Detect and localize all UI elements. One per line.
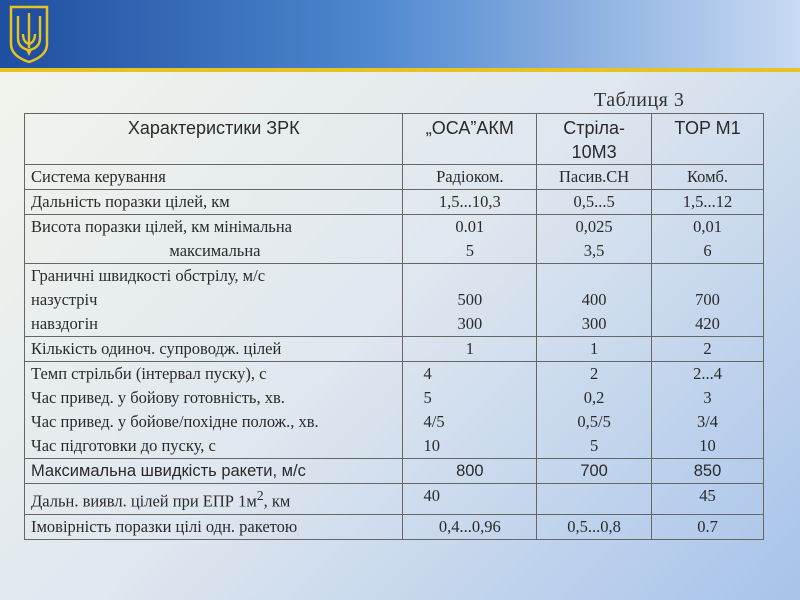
row-label-line: Темп стрільби (інтервал пуску), с bbox=[31, 364, 267, 383]
cell-strila bbox=[537, 362, 652, 459]
cell-strila: 1 bbox=[537, 337, 652, 362]
cell-osa: Радіоком. bbox=[403, 165, 537, 190]
row-label-superscript: 2 bbox=[256, 488, 264, 503]
cell-value: 400 bbox=[581, 290, 607, 309]
cell-osa: 40 bbox=[403, 484, 537, 515]
cell-strila: 0,5...5 bbox=[537, 190, 652, 215]
row-label: Дальність поразки цілей, км bbox=[25, 190, 403, 215]
header-tor: TOP M1 bbox=[652, 114, 764, 165]
cell-tor bbox=[652, 215, 764, 264]
cell-value: 0,025 bbox=[575, 217, 613, 236]
table-row bbox=[25, 459, 764, 484]
row-label-line: навздогін bbox=[31, 314, 98, 333]
cell-value: 0.01 bbox=[455, 217, 485, 236]
cell-strila bbox=[537, 264, 652, 337]
cell-value: 5 bbox=[465, 241, 474, 260]
header-characteristics: Характеристики ЗРК bbox=[25, 114, 403, 165]
cell-osa bbox=[403, 362, 537, 459]
row-label-text: Дальн. виявл. цілей при ЕПР 1м bbox=[31, 491, 257, 511]
row-label-line: Граничні швидкості обстрілу, м/с bbox=[31, 266, 266, 285]
cell-value: 6 bbox=[703, 241, 712, 260]
table-caption: Таблиця 3 bbox=[594, 89, 685, 111]
cell-value: 500 bbox=[457, 290, 483, 309]
cell-tor: 0.7 bbox=[652, 514, 764, 539]
cell-tor: 850 bbox=[652, 459, 764, 484]
cell-value: 10 bbox=[699, 436, 716, 455]
table-row bbox=[25, 190, 764, 215]
row-label-line: Час привед. у бойове/похідне полож., хв. bbox=[31, 412, 319, 431]
row-label bbox=[25, 362, 403, 459]
cell-strila: Пасив.СН bbox=[537, 165, 652, 190]
cell-value: 3/4 bbox=[696, 412, 719, 431]
cell-tor: 45 bbox=[652, 484, 764, 515]
cell-value: 4/5 bbox=[423, 412, 445, 431]
cell-osa: 800 bbox=[403, 459, 537, 484]
row-label-line: Час підготовки до пуску, с bbox=[31, 436, 216, 455]
row-label bbox=[25, 484, 403, 515]
cell-value: 300 bbox=[581, 314, 607, 333]
cell-value: 300 bbox=[457, 314, 483, 333]
cell-osa bbox=[403, 264, 537, 337]
cell-strila: 700 bbox=[537, 459, 652, 484]
table-row bbox=[25, 362, 764, 459]
cell-value: 700 bbox=[695, 290, 720, 309]
table-row bbox=[25, 264, 764, 337]
header-strila-line1: Стріла- bbox=[563, 118, 625, 138]
row-label-line: максимальна bbox=[169, 241, 261, 260]
cell-value: 2...4 bbox=[693, 364, 722, 383]
table-row bbox=[25, 215, 764, 264]
cell-strila: 0,5...0,8 bbox=[537, 514, 652, 539]
header-bar bbox=[0, 0, 800, 68]
row-label: Максимальна швидкість ракети, м/с bbox=[25, 459, 403, 484]
table-row bbox=[25, 484, 764, 515]
row-label-text: , км bbox=[263, 491, 291, 511]
cell-value: 0,01 bbox=[693, 217, 722, 236]
header-accent-line bbox=[0, 68, 800, 72]
cell-osa: 1,5...10,3 bbox=[403, 190, 537, 215]
table-row bbox=[25, 514, 764, 539]
row-label: Кількість одиноч. супроводж. цілей bbox=[25, 337, 403, 362]
cell-tor: Комб. bbox=[652, 165, 764, 190]
cell-tor bbox=[652, 362, 764, 459]
table-row bbox=[25, 165, 764, 190]
row-label bbox=[25, 215, 403, 264]
cell-osa bbox=[403, 215, 537, 264]
cell-tor: 1,5...12 bbox=[652, 190, 764, 215]
cell-value: 10 bbox=[423, 436, 440, 455]
ukraine-trident-emblem-icon bbox=[8, 4, 50, 64]
cell-value: 420 bbox=[695, 314, 720, 333]
row-label bbox=[25, 264, 403, 337]
row-label-line: Висота поразки цілей, км мінімальна bbox=[31, 217, 292, 236]
header-strila-line2: 10М3 bbox=[571, 142, 617, 162]
row-label-line: Час привед. у бойову готовність, хв. bbox=[31, 388, 285, 407]
cell-value: 0,5/5 bbox=[577, 412, 611, 431]
header-osa: „ОСА”АКМ bbox=[403, 114, 537, 165]
cell-value: 3 bbox=[703, 388, 712, 407]
cell-osa: 1 bbox=[403, 337, 537, 362]
header-strila bbox=[537, 114, 652, 165]
specs-table bbox=[24, 113, 764, 540]
row-label: Система керування bbox=[25, 165, 403, 190]
cell-value: 5 bbox=[589, 436, 599, 455]
table-row bbox=[25, 337, 764, 362]
cell-strila bbox=[537, 215, 652, 264]
cell-value: 4 bbox=[423, 364, 432, 383]
cell-osa: 0,4...0,96 bbox=[403, 514, 537, 539]
table-header-row bbox=[25, 114, 764, 165]
cell-value: 3,5 bbox=[583, 241, 605, 260]
cell-tor bbox=[652, 264, 764, 337]
cell-tor: 2 bbox=[652, 337, 764, 362]
cell-value: 5 bbox=[423, 388, 432, 407]
cell-value: 2 bbox=[589, 364, 599, 383]
cell-strila bbox=[537, 484, 652, 515]
cell-value: 0,2 bbox=[583, 388, 605, 407]
row-label-line: назустріч bbox=[31, 290, 98, 309]
row-label: Імовірність поразки цілі одн. ракетою bbox=[25, 514, 403, 539]
